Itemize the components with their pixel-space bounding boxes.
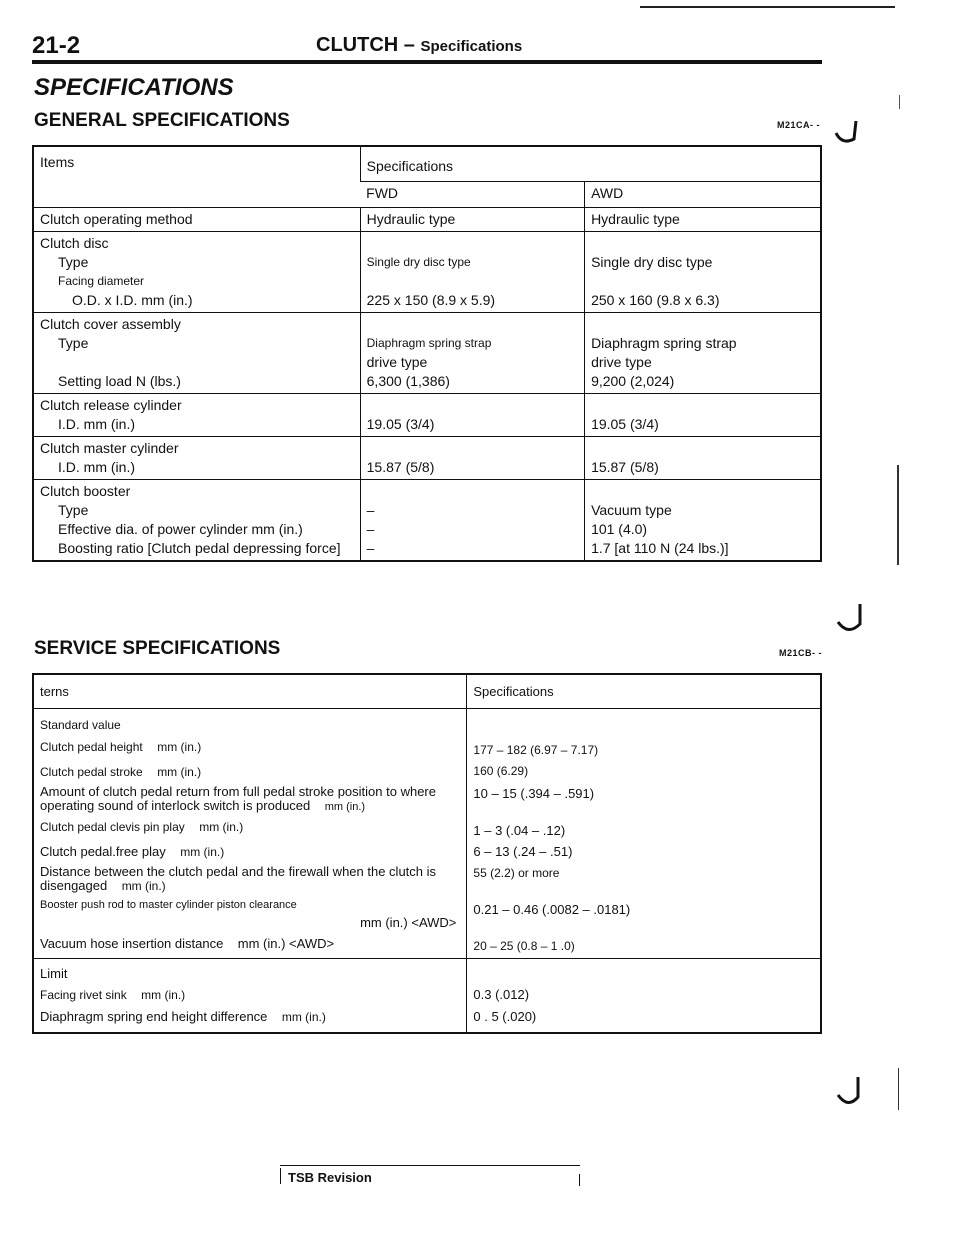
booster-ratio-fwd: – bbox=[366, 540, 375, 556]
std-row-7-label: Vacuum hose insertion distance bbox=[40, 936, 224, 951]
general-specs-code: M21CA- - bbox=[777, 120, 821, 130]
table-row bbox=[33, 863, 821, 895]
std-row-4-unit: mm (in.) bbox=[180, 845, 225, 859]
booster-type-fwd: – bbox=[366, 502, 375, 518]
cover-type-awd-1: Diaphragm spring strap bbox=[591, 335, 737, 351]
svc-header-specifications: Specifications bbox=[467, 674, 821, 709]
top-rule bbox=[640, 6, 895, 8]
op-method-label: Clutch operating method bbox=[33, 208, 360, 232]
release-cylinder-label: Clutch release cylinder bbox=[40, 397, 182, 413]
limit-row-1-unit: mm (in.) bbox=[281, 1010, 326, 1024]
release-id-fwd: 19.05 (3/4) bbox=[366, 416, 435, 432]
std-row-2-item bbox=[33, 783, 467, 816]
std-row-7-value: 20 – 25 (0.8 – 1 .0) bbox=[467, 933, 821, 959]
limit-row-1-label: Diaphragm spring end height difference bbox=[40, 1009, 268, 1024]
master-cylinder-awd bbox=[585, 437, 821, 480]
std-row-2-unit: mm (in.) bbox=[324, 801, 366, 813]
booster-ratio-awd: 1.7 [at 110 N (24 lbs.)] bbox=[591, 540, 729, 556]
header-title-sub: Specifications bbox=[420, 38, 523, 55]
booster-type-label: Type bbox=[58, 502, 89, 518]
clutch-disc-awd bbox=[585, 232, 821, 313]
header-items: Items bbox=[40, 154, 75, 170]
footer-label: TSB Revision bbox=[288, 1170, 372, 1185]
std-row-3-label: Clutch pedal clevis pin play bbox=[40, 820, 185, 834]
header-title-dash: – bbox=[398, 34, 421, 56]
table-row bbox=[33, 761, 821, 783]
std-row-1-value: 160 (6.29) bbox=[467, 761, 821, 783]
booster-dia-fwd: – bbox=[366, 521, 375, 537]
clutch-booster-fwd bbox=[360, 480, 584, 562]
binder-mark-icon bbox=[832, 600, 868, 640]
section-title: SPECIFICATIONS bbox=[34, 74, 234, 101]
std-row-0-unit: mm (in.) bbox=[157, 740, 202, 754]
master-id-label: I.D. mm (in.) bbox=[58, 459, 135, 475]
std-row-5-label: Distance between the clutch pedal and the firewall when the clutch is disengaged bbox=[40, 864, 437, 893]
std-row-1-label: Clutch pedal stroke bbox=[40, 765, 143, 779]
release-cylinder-awd bbox=[585, 394, 821, 437]
std-row-3-unit: mm (in.) bbox=[199, 820, 244, 834]
standard-value-label: Standard value bbox=[33, 709, 467, 737]
page-header-title bbox=[316, 34, 522, 57]
master-cylinder-cell bbox=[33, 437, 360, 480]
disc-od-awd: 250 x 160 (9.8 x 6.3) bbox=[591, 292, 720, 308]
clutch-cover-cell bbox=[33, 313, 360, 394]
limit-row-0-label: Facing rivet sink bbox=[40, 988, 127, 1002]
general-specs-title: GENERAL SPECIFICATIONS bbox=[34, 110, 290, 131]
clutch-disc-cell bbox=[33, 232, 360, 313]
cover-load-fwd: 6,300 (1,386) bbox=[366, 373, 450, 389]
std-row-1-unit: mm (in.) bbox=[157, 765, 202, 779]
std-row-7-item bbox=[33, 933, 467, 959]
std-row-2-value: 10 – 15 (.394 – .591) bbox=[467, 783, 821, 816]
clutch-cover-awd bbox=[585, 313, 821, 394]
std-row-4-label: Clutch pedal.free play bbox=[40, 844, 166, 859]
std-row-2-label: Amount of clutch pedal return from full pedal stroke position to where operating sound of interlock switch is produced bbox=[40, 784, 436, 813]
master-cylinder-label: Clutch master cylinder bbox=[40, 440, 179, 456]
std-row-0-value: 177 – 182 (6.97 – 7.17) bbox=[467, 736, 821, 761]
cover-type-fwd-1: Diaphragm spring strap bbox=[366, 336, 492, 350]
master-id-awd: 15.87 (5/8) bbox=[591, 459, 659, 475]
std-row-6-unit: mm (in.) <AWD> bbox=[360, 915, 457, 930]
std-row-5-item bbox=[33, 863, 467, 895]
table-row bbox=[33, 816, 821, 841]
limit-row-0-value: 0.3 (.012) bbox=[467, 984, 821, 1006]
cover-type-fwd-2: drive type bbox=[366, 354, 428, 370]
release-id-label: I.D. mm (in.) bbox=[58, 416, 135, 432]
release-cylinder-fwd bbox=[360, 394, 584, 437]
std-row-5-unit: mm (in.) bbox=[121, 879, 166, 893]
clutch-booster-cell bbox=[33, 480, 360, 562]
std-row-0-label: Clutch pedal height bbox=[40, 740, 143, 754]
margin-line bbox=[898, 1068, 899, 1110]
std-row-3-value: 1 – 3 (.04 – .12) bbox=[467, 816, 821, 841]
cover-load-label: Setting load N (lbs.) bbox=[58, 373, 181, 389]
std-row-4-item bbox=[33, 841, 467, 863]
service-specs-table bbox=[32, 673, 822, 1034]
std-row-6-value: 0.21 – 0.46 (.0082 – .0181) bbox=[467, 895, 821, 933]
limit-row-1-value: 0 . 5 (.020) bbox=[467, 1006, 821, 1033]
std-row-6-label: Booster push rod to master cylinder piston clearance bbox=[40, 899, 297, 911]
page-number: 21-2 bbox=[32, 32, 81, 59]
footer-tsb-revision bbox=[280, 1165, 580, 1185]
disc-type-label: Type bbox=[58, 254, 89, 270]
booster-dia-awd: 101 (4.0) bbox=[591, 521, 648, 537]
header-rule bbox=[32, 60, 822, 64]
op-method-fwd: Hydraulic type bbox=[360, 208, 584, 232]
cover-type-awd-2: drive type bbox=[591, 354, 652, 370]
table-row bbox=[33, 933, 821, 959]
footer-left-bar bbox=[280, 1168, 281, 1184]
disc-od-fwd: 225 x 150 (8.9 x 5.9) bbox=[366, 292, 496, 308]
clutch-disc-label: Clutch disc bbox=[40, 235, 109, 251]
clutch-disc-fwd bbox=[360, 232, 584, 313]
clutch-booster-awd bbox=[585, 480, 821, 562]
booster-ratio-label: Boosting ratio [Clutch pedal depressing force] bbox=[58, 540, 341, 556]
table-row bbox=[33, 984, 821, 1006]
margin-line bbox=[897, 465, 899, 565]
op-method-awd: Hydraulic type bbox=[585, 208, 821, 232]
disc-od-label: O.D. x I.D. mm (in.) bbox=[72, 292, 193, 308]
table-row bbox=[33, 895, 821, 933]
limit-row-1-item bbox=[33, 1006, 467, 1033]
std-row-4-value: 6 – 13 (.24 – .51) bbox=[467, 841, 821, 863]
disc-type-fwd: Single dry disc type bbox=[366, 255, 471, 269]
table-row bbox=[33, 1006, 821, 1033]
std-row-1-item bbox=[33, 761, 467, 783]
limit-spacer bbox=[467, 959, 821, 985]
disc-facing-label: Facing diameter bbox=[58, 274, 145, 288]
cover-load-awd: 9,200 (2,024) bbox=[591, 373, 675, 389]
footer-right-bar bbox=[579, 1174, 580, 1186]
cover-type-label: Type bbox=[58, 335, 89, 351]
std-row-5-value: 55 (2.2) or more bbox=[467, 863, 821, 895]
table-row bbox=[33, 783, 821, 816]
limit-row-0-item bbox=[33, 984, 467, 1006]
std-row-7-unit: mm (in.) <AWD> bbox=[237, 936, 335, 951]
table-row bbox=[33, 841, 821, 863]
header-title-main: CLUTCH bbox=[316, 34, 399, 56]
header-fwd: FWD bbox=[360, 181, 584, 207]
std-row-0-item bbox=[33, 736, 467, 761]
booster-type-awd: Vacuum type bbox=[591, 502, 672, 518]
svc-header-items: terns bbox=[40, 684, 69, 699]
binder-mark-icon bbox=[832, 115, 862, 155]
general-specs-table bbox=[32, 145, 822, 562]
service-specs-code: M21CB- - bbox=[779, 648, 823, 658]
master-id-fwd: 15.87 (5/8) bbox=[366, 459, 435, 475]
booster-dia-label: Effective dia. of power cylinder mm (in.) bbox=[58, 521, 303, 537]
std-row-3-item bbox=[33, 816, 467, 841]
clutch-cover-fwd bbox=[360, 313, 584, 394]
header-specifications: Specifications bbox=[360, 146, 821, 181]
standard-value-spacer bbox=[467, 709, 821, 737]
release-cylinder-cell bbox=[33, 394, 360, 437]
release-id-awd: 19.05 (3/4) bbox=[591, 416, 659, 432]
clutch-booster-label: Clutch booster bbox=[40, 483, 131, 499]
table-row bbox=[33, 736, 821, 761]
limit-label: Limit bbox=[33, 959, 467, 985]
binder-mark-icon bbox=[832, 1075, 868, 1115]
margin-line bbox=[899, 95, 900, 109]
master-cylinder-fwd bbox=[360, 437, 584, 480]
clutch-cover-label: Clutch cover assembly bbox=[40, 316, 181, 332]
disc-type-awd: Single dry disc type bbox=[591, 254, 713, 270]
limit-row-0-unit: mm (in.) bbox=[141, 988, 186, 1002]
service-specs-title: SERVICE SPECIFICATIONS bbox=[34, 638, 281, 659]
header-awd: AWD bbox=[585, 181, 821, 207]
std-row-6-item bbox=[33, 895, 467, 933]
